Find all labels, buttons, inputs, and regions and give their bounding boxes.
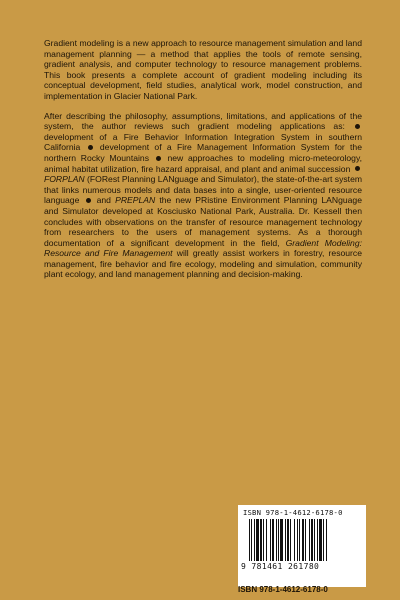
barcode-bar	[278, 519, 279, 561]
barcode-bar	[317, 519, 318, 561]
barcode-bar	[319, 519, 322, 561]
blurb-item-modeling-approaches: new approaches to modeling micro-meteorology, animal habitat utilization, fire hazard appraisal, and plant and animal succession	[44, 152, 363, 174]
bullet-icon	[355, 124, 360, 129]
barcode-digits: 9 781461 261780	[241, 562, 320, 571]
barcode-bar	[294, 519, 295, 561]
barcode-bar	[309, 519, 310, 561]
barcode-box	[238, 505, 366, 587]
barcode-bar	[299, 519, 300, 561]
blurb-item-fire-management: development of a Fire Management Information System for the northern Rocky Mountains	[44, 142, 362, 163]
barcode-bar	[249, 519, 250, 561]
book-title: Gradient Modeling: Resource and Fire Management	[44, 237, 362, 259]
barcode-bar	[326, 519, 327, 561]
barcode-bar	[272, 519, 274, 561]
blurb-paragraph-1-text: Gradient modeling is a new approach to resource management simulation and land management planning — a method that applies the tools of remote sensing, gradient analysis, and computer technology to resource management problems. This book presents a complete account of gradient modeling including its conceptual development, field studies, analytical work, model construction, and implementation in Glacier National Park.	[44, 38, 362, 101]
barcode-bar	[260, 519, 262, 561]
cover-blurb	[44, 38, 362, 289]
bullet-icon	[156, 156, 161, 161]
blurb-closing: will greatly assist workers in forestry, resource management, fire behavior and fire ecology, modeling and simulation, community plant ecology, and land management planning and decision-making.	[44, 248, 362, 280]
bullet-icon	[88, 145, 93, 150]
barcode-bar	[270, 519, 271, 561]
barcode-bar	[251, 519, 252, 561]
barcode-bar	[302, 519, 304, 561]
barcode-bar	[314, 519, 315, 561]
bullet-icon	[86, 198, 91, 203]
barcode-bar	[280, 519, 283, 561]
barcode-bar	[276, 519, 277, 561]
blurb-item-forplan: the state-of-the-art system that links numerous models and data bases into a single, user-oriented resource language	[44, 174, 363, 206]
blurb-intro-text: After describing the philosophy, assumptions, limitations, and applications of the system, the author reviews such gradient modeling applications as:	[44, 110, 362, 132]
barcode-bar	[311, 519, 313, 561]
barcode-bar	[287, 519, 289, 561]
barcode-bar	[323, 519, 324, 561]
blurb-paragraph-1	[44, 38, 362, 102]
barcode-bar	[254, 519, 255, 561]
blurb-item-preplan: the new PRistine Environment Planning LANguage and Simulator developed at Kosciusko National Park, Australia. Dr. Kessell then concludes with observations on the transfer of resource management technology from researchers to the users of management systems. As a thorough documentation of a significant development in the field,	[44, 195, 362, 248]
barcode-icon	[247, 519, 357, 561]
barcode-bar	[266, 519, 267, 561]
isbn-bottom-label: ISBN 978-1-4612-6178-0	[238, 585, 328, 594]
barcode-bar	[256, 519, 259, 561]
barcode-bar	[290, 519, 291, 561]
barcode-bar	[263, 519, 264, 561]
blurb-paragraph-2: After describing the philosophy, assumptions, limitations, and applications of the system, the author reviews such gradient modeling applications as: development of a Fire Behavior Information Integration System in southern California development of a Fire Management Information System for the northern Rocky Mountains new approaches to modeling micro-meteorology, animal habitat utilization, fire hazard appraisal, and plant and animal succession FORPLAN (FORest Planning LANguage and Simulator), the state-of-the-art system that links numerous models and data bases into a single, user-oriented resource language and PREPLAN the new PRistine Environment Planning LANguage and Simulator developed at Kosciusko National Park, Australia. Dr. Kessell then concludes with observations on the transfer of resource management technology from researchers to the users of management systems. As a thorough documentation of a significant development in the field, Gradient Modeling: Resource and Fire Management will greatly assist workers in forestry, resource management, fire behavior and fire ecology, modeling and simulation, community plant ecology, and land management planning and decision-making.	[44, 110, 363, 280]
preplan-name: PREPLAN	[115, 195, 156, 206]
isbn-top-label: ISBN 978-1-4612-6178-0	[243, 508, 343, 517]
barcode-bar	[305, 519, 306, 561]
blurb-item-fire-behavior: development of a Fire Behavior Information Integration System in southern California	[44, 131, 362, 153]
forplan-name: FORPLAN	[44, 174, 85, 185]
barcode-bar	[297, 519, 298, 561]
bullet-icon	[355, 166, 360, 171]
forplan-expansion: (FORest Planning LANguage and Simulator),	[87, 174, 260, 185]
barcode-bar	[285, 519, 286, 561]
